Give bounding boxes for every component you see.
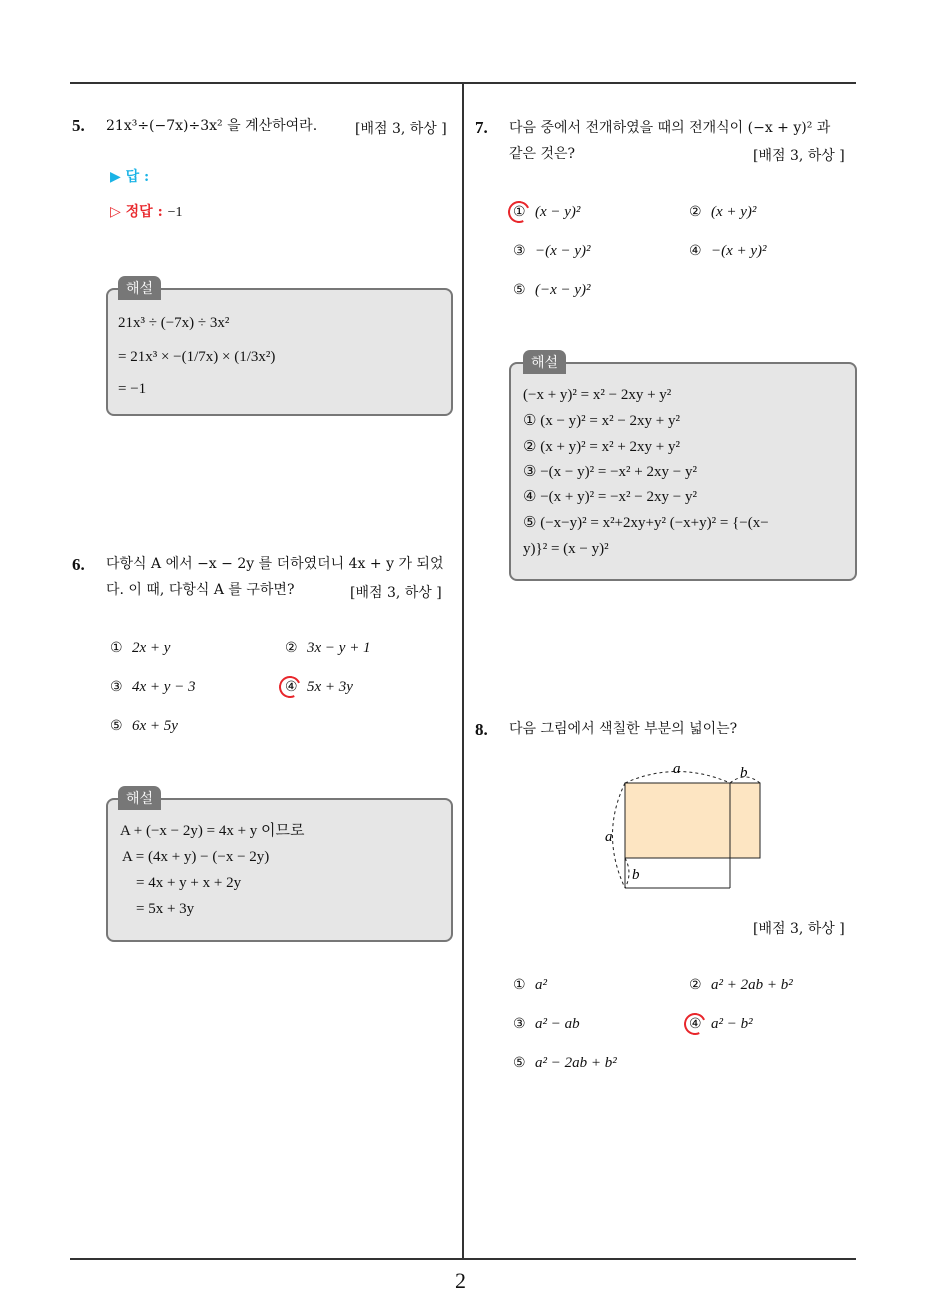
q7-choice-3-num: ③ bbox=[513, 243, 526, 259]
q7-choice-4[interactable] bbox=[689, 243, 767, 260]
q7-explain-line-7: y)}² = (x − y)² bbox=[523, 541, 609, 557]
q5-explain-box bbox=[106, 288, 453, 416]
q7-choice-1-expr: (x − y)² bbox=[535, 204, 581, 220]
q7-choice-5-num: ⑤ bbox=[513, 282, 526, 298]
q6-explain-line-2: A = (4x + y) − (−x − 2y) bbox=[122, 849, 270, 865]
q6-choice-1[interactable] bbox=[110, 640, 170, 657]
q7-question-line-2: 같은 것은? bbox=[509, 146, 576, 162]
q7-answer-mark-icon bbox=[505, 198, 533, 226]
q8-arc-inner-b bbox=[625, 858, 629, 888]
q6-explain-line-4: = 5x + 3y bbox=[136, 901, 195, 917]
q6-meta: [배점 3, 하상 ] bbox=[350, 585, 442, 601]
q8-choice-1-expr: a² bbox=[535, 977, 547, 993]
q8-choice-3-expr: a² − ab bbox=[535, 1016, 580, 1032]
q5-explain-line-2: = 21x³ × −(1/7x) × (1/3x²) bbox=[118, 349, 276, 365]
q7-choice-2-num: ② bbox=[689, 204, 702, 220]
q7-choice-1-num: ① bbox=[513, 204, 526, 220]
q8-choice-1-num: ① bbox=[513, 977, 526, 993]
q6-explain-tag: 해설 bbox=[118, 786, 161, 810]
q6-choice-2-num: ② bbox=[285, 640, 298, 656]
q5-question: 21x³÷(−7x)÷3x² 을 계산하여라. bbox=[106, 118, 318, 134]
q7-explain-line-3: ② (x + y)² = x² + 2xy + y² bbox=[523, 439, 681, 455]
q8-shaded-region bbox=[625, 783, 760, 858]
q6-choice-2[interactable] bbox=[285, 640, 371, 657]
q7-explain-line-5: ④ −(x + y)² = −x² − 2xy − y² bbox=[523, 489, 697, 505]
q7-explain-line-6: ⑤ (−x−y)² = x²+2xy+y² (−x+y)² = {−(x− bbox=[523, 515, 769, 531]
q7-choice-5[interactable] bbox=[513, 282, 591, 299]
q5-correct-value: −1 bbox=[167, 205, 183, 220]
q6-question-line-2: 다. 이 때, 다항식 A 를 구하면? bbox=[106, 582, 295, 598]
q6-question-line-1: 다항식 A 에서 −x − 2y 를 더하였더니 4x + y 가 되었 bbox=[106, 556, 444, 572]
q6-choice-3-num: ③ bbox=[110, 679, 123, 695]
q6-choice-3[interactable] bbox=[110, 679, 196, 696]
q8-choice-3[interactable] bbox=[513, 1016, 580, 1033]
bottom-rule bbox=[70, 1258, 856, 1260]
q5-answer-label: ▶ 답 : bbox=[110, 169, 150, 185]
q6-explain-box bbox=[106, 798, 453, 942]
q8-label-a-left: a bbox=[605, 829, 613, 845]
q5-explain-line-1: 21x³ ÷ (−7x) ÷ 3x² bbox=[118, 315, 230, 331]
q8-label-b-top: b bbox=[740, 765, 748, 781]
q7-explain-box bbox=[509, 362, 857, 581]
q6-answer-mark-icon bbox=[276, 673, 304, 701]
column-divider bbox=[462, 82, 464, 1259]
q6-explain-line-1: A + (−x − 2y) = 4x + y 이므로 bbox=[120, 823, 305, 839]
q5-correct-label bbox=[110, 201, 183, 221]
page-number: 2 bbox=[455, 1268, 466, 1293]
q5-number: 5. bbox=[72, 116, 85, 135]
q6-choice-1-num: ① bbox=[110, 640, 123, 656]
q8-choice-5-expr: a² − 2ab + b² bbox=[535, 1055, 617, 1071]
q6-choice-4-expr: 5x + 3y bbox=[307, 679, 353, 695]
q8-answer-mark-icon bbox=[681, 1010, 709, 1038]
q8-choice-4-num: ④ bbox=[689, 1016, 702, 1032]
q6-choice-3-expr: 4x + y − 3 bbox=[132, 679, 196, 695]
q5-explain-line-3: = −1 bbox=[118, 381, 147, 397]
q8-label-b-inner: b bbox=[632, 867, 640, 883]
q8-choice-2-expr: a² + 2ab + b² bbox=[711, 977, 793, 993]
q6-choice-2-expr: 3x − y + 1 bbox=[307, 640, 371, 656]
q6-choice-5-num: ⑤ bbox=[110, 718, 123, 734]
q8-figure bbox=[595, 755, 775, 905]
q7-choice-4-num: ④ bbox=[689, 243, 702, 259]
q5-explain-tag: 해설 bbox=[118, 276, 161, 300]
q8-choice-4-expr: a² − b² bbox=[711, 1016, 753, 1032]
q7-explain-line-4: ③ −(x − y)² = −x² + 2xy − y² bbox=[523, 464, 697, 480]
q8-question: 다음 그림에서 색칠한 부분의 넓이는? bbox=[509, 721, 738, 737]
q8-choice-2[interactable] bbox=[689, 977, 793, 994]
q7-choice-5-expr: (−x − y)² bbox=[535, 282, 591, 298]
q8-choice-1[interactable] bbox=[513, 977, 547, 994]
q7-choice-2[interactable] bbox=[689, 204, 756, 221]
q8-number: 8. bbox=[475, 720, 488, 739]
q6-choice-5-expr: 6x + 5y bbox=[132, 718, 178, 734]
q7-choice-4-expr: −(x + y)² bbox=[711, 243, 767, 259]
q5-meta: [배점 3, 하상 ] bbox=[355, 121, 447, 137]
q5-correct-label-text: ▷ 정답 : bbox=[110, 204, 163, 220]
q8-meta: [배점 3, 하상 ] bbox=[753, 921, 845, 937]
q7-choice-2-expr: (x + y)² bbox=[711, 204, 757, 220]
q7-meta: [배점 3, 하상 ] bbox=[753, 148, 845, 164]
q7-explain-tag: 해설 bbox=[523, 350, 566, 374]
q8-choice-5-num: ⑤ bbox=[513, 1055, 526, 1071]
q7-question-line-1: 다음 중에서 전개하였을 때의 전개식이 (−x + y)² 과 bbox=[509, 120, 831, 136]
q8-choice-5[interactable] bbox=[513, 1055, 617, 1072]
q8-choice-2-num: ② bbox=[689, 977, 702, 993]
q6-explain-line-3: = 4x + y + x + 2y bbox=[136, 875, 242, 891]
q6-number: 6. bbox=[72, 555, 85, 574]
q6-choice-1-expr: 2x + y bbox=[132, 640, 171, 656]
q7-explain-line-1: (−x + y)² = x² − 2xy + y² bbox=[523, 387, 672, 403]
q7-choice-3-expr: −(x − y)² bbox=[535, 243, 591, 259]
q7-choice-3[interactable] bbox=[513, 243, 591, 260]
q7-explain-line-2: ① (x − y)² = x² − 2xy + y² bbox=[523, 413, 681, 429]
q6-choice-5[interactable] bbox=[110, 718, 178, 735]
q7-number: 7. bbox=[475, 118, 488, 137]
q8-arc-left-a bbox=[613, 783, 626, 888]
q8-label-a-top: a bbox=[673, 761, 681, 777]
q8-choice-3-num: ③ bbox=[513, 1016, 526, 1032]
q6-choice-4-num: ④ bbox=[285, 679, 298, 695]
